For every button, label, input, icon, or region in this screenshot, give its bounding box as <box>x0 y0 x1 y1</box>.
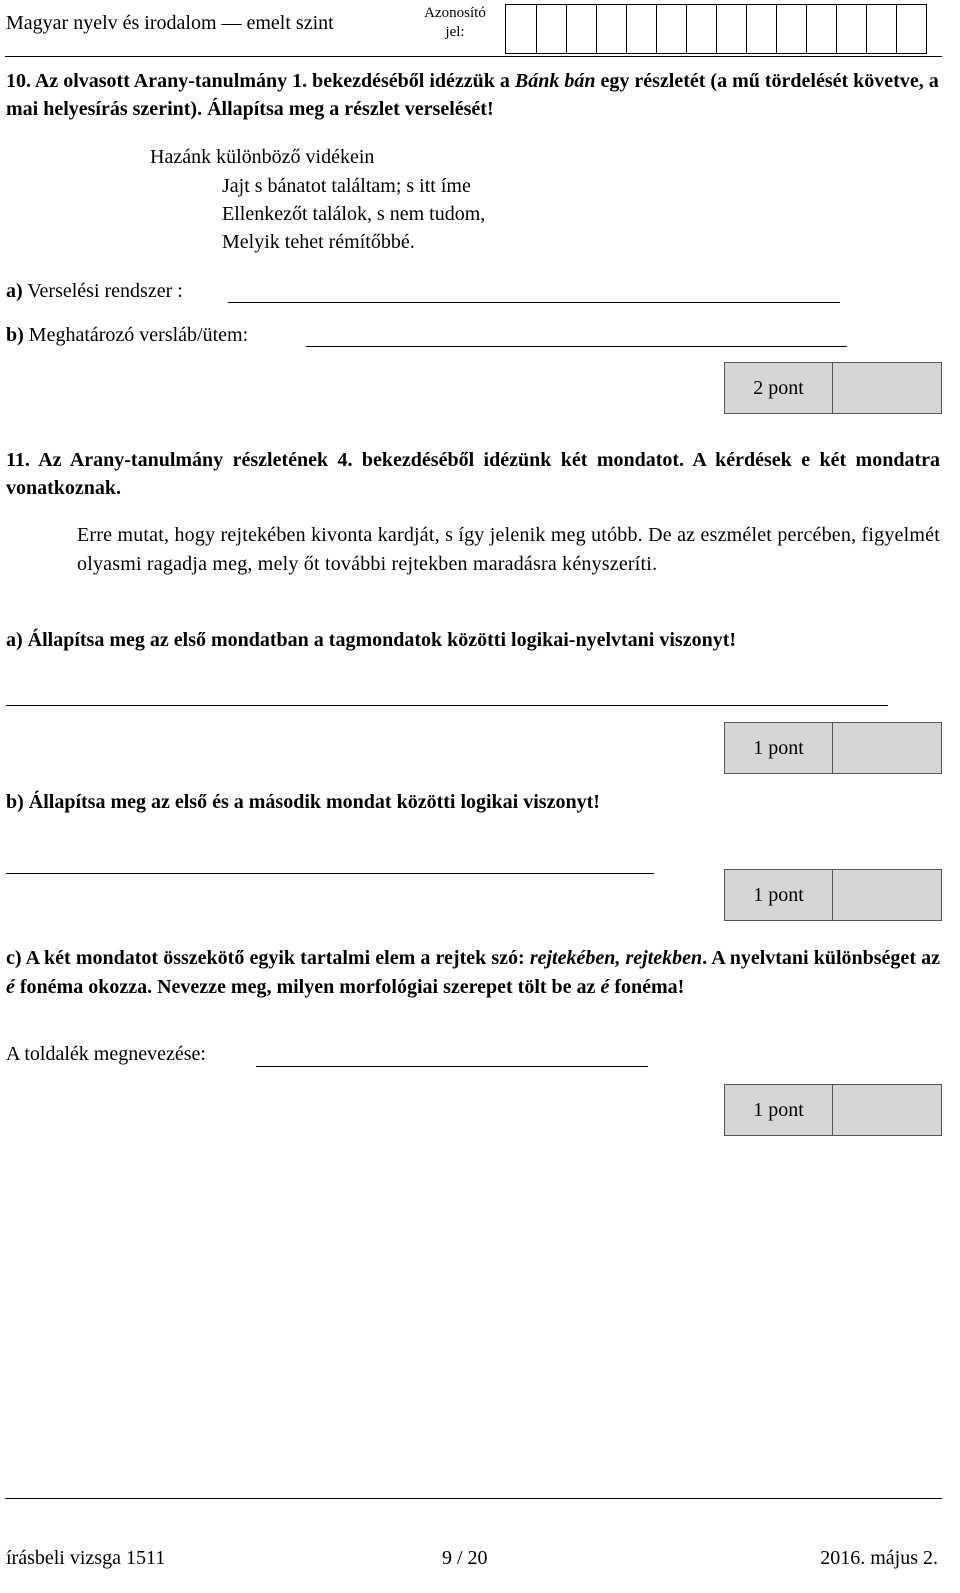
verse-line-2: Jajt s bánatot találtam; s itt íme <box>222 175 471 197</box>
q11c-score-cell[interactable] <box>833 1085 941 1135</box>
header-rule <box>5 56 942 57</box>
q11c-score-label: 1 pont <box>725 1085 833 1135</box>
q11b-score-label: 1 pont <box>725 870 833 920</box>
q11b-score-cell[interactable] <box>833 870 941 920</box>
q11c-text-2: . A nyelvtani különbséget az <box>702 947 940 969</box>
footer-rule <box>5 1498 942 1499</box>
q10a-marker: a) <box>6 280 23 302</box>
footer-date: 2016. május 2. <box>820 1547 938 1569</box>
q11c-prompt <box>6 944 940 1001</box>
q10-score-cell[interactable] <box>833 363 941 413</box>
q11c-answer-label: A toldalék megnevezése: <box>6 1043 206 1065</box>
id-cell[interactable] <box>866 5 896 53</box>
q11c-text-1: c) A két mondatot összekötő egyik tartalmi elem a rejtek szó: <box>6 947 530 969</box>
id-cell[interactable] <box>776 5 806 53</box>
id-cell[interactable] <box>686 5 716 53</box>
q11a-score-cell[interactable] <box>833 723 941 773</box>
q10b-label-text: Meghatározó versláb/ütem: <box>28 324 249 346</box>
q10-prompt <box>6 67 940 123</box>
id-cell[interactable] <box>626 5 656 53</box>
q11-quote: Erre mutat, hogy rejtekében kivonta kardját, s így jelenik meg utóbb. De az eszmélet percében, figyelmét olyasmi ragadja meg, mely őt további rejtekben maradásra kényszeríti. <box>77 524 940 575</box>
q11b-score-box <box>724 869 942 921</box>
footer-page: 9 / 20 <box>442 1547 488 1569</box>
q10a-label <box>6 277 183 305</box>
id-cell[interactable] <box>656 5 686 53</box>
q11c-text-3: fonéma okozza. Nevezze meg, milyen morfológiai szerepet tölt be az <box>14 975 601 998</box>
q10b-marker: b) <box>6 324 24 346</box>
verse-line-1: Hazánk különböző vidékein <box>150 146 375 168</box>
q11c-italic-1: rejtekében, rejtekben <box>529 947 703 969</box>
q11c-answer-line[interactable] <box>256 1066 648 1067</box>
q10-text-italic: Bánk bán <box>514 70 596 92</box>
id-cell[interactable] <box>716 5 746 53</box>
q11a-score-box <box>724 722 942 774</box>
q10-text-a: 10. Az olvasott Arany-tanulmány 1. bekezdéséből idézzük a <box>6 70 515 92</box>
id-cell[interactable] <box>896 5 926 53</box>
q10-score-label: 2 pont <box>725 363 833 413</box>
verse-line-4: Melyik tehet rémítőbbé. <box>222 231 415 253</box>
q10-text-b: egy részletét (a mű tördelését követve, a mai helyesírás szerint). Állapítsa meg a részlet verselését! <box>6 70 939 120</box>
q11a-prompt: a) Állapítsa meg az első mondatban a tagmondatok közötti logikai-nyelvtani viszonyt! <box>6 629 737 651</box>
id-cell[interactable] <box>536 5 566 53</box>
q10a-label-text: Verselési rendszer : <box>27 280 183 302</box>
header-title: Magyar nyelv és irodalom — emelt szint <box>6 12 334 34</box>
q11b-prompt: b) Állapítsa meg az első és a második mondat közötti logikai viszonyt! <box>6 791 600 813</box>
q11a-answer-line[interactable] <box>6 705 888 706</box>
q10-score-box <box>724 362 942 414</box>
q11c-italic-3: é <box>600 975 610 998</box>
q11b-answer-line[interactable] <box>6 873 654 874</box>
verse-line-3: Ellenkezőt találok, s nem tudom, <box>222 203 486 225</box>
id-cell[interactable] <box>566 5 596 53</box>
id-cell[interactable] <box>596 5 626 53</box>
id-label: Azonosító jel: <box>424 5 486 40</box>
id-cell[interactable] <box>506 5 536 53</box>
q11c-italic-2: é <box>6 975 15 998</box>
q11c-score-box <box>724 1084 942 1136</box>
q10b-answer-line[interactable] <box>306 346 847 347</box>
id-cell[interactable] <box>806 5 836 53</box>
id-cell[interactable] <box>836 5 866 53</box>
q11c-text-4: fonéma! <box>609 975 685 998</box>
q10a-answer-line[interactable] <box>228 302 840 303</box>
footer-left: írásbeli vizsga 1511 <box>6 1547 166 1569</box>
id-grid[interactable] <box>505 4 927 54</box>
q10b-label <box>6 321 248 349</box>
q11-prompt: 11. Az Arany-tanulmány részletének 4. bekezdéséből idézünk két mondatot. A kérdések e két mondatra vonatkoznak. <box>6 449 940 499</box>
q11a-score-label: 1 pont <box>725 723 833 773</box>
id-cell[interactable] <box>746 5 776 53</box>
